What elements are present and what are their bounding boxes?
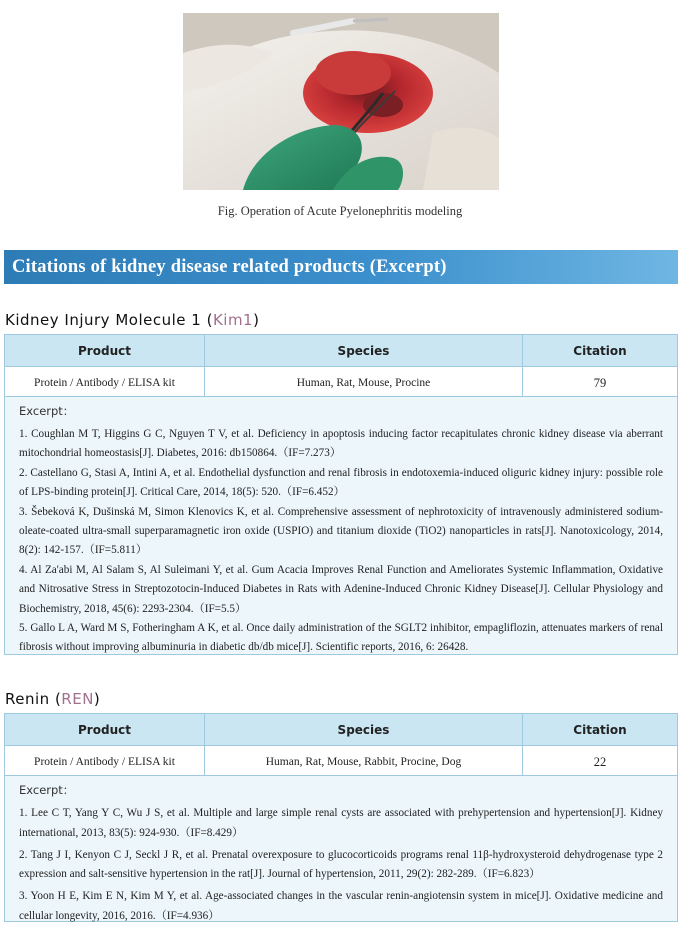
section-abbr: REN (61, 690, 94, 708)
figure-caption: Fig. Operation of Acute Pyelonephritis modeling (217, 204, 463, 218)
reference-item: 1. Lee C T, Yang Y C, Wu J S, et al. Multiple and large simple renal cysts are associated with prehypertension and hypertension[J]. Kidney international, 2013, 83(5): 924-930.（IF=8.429） (19, 807, 663, 839)
column-header-product: Product (5, 335, 205, 367)
product-cell: Protein / Antibody / ELISA kit (5, 367, 205, 400)
reference-item: 2. Castellano G, Stasi A, Intini A, et al. Endothelial dysfunction and renal fibrosis in endotoxemia-induced oliguric kidney injury: possible role of LPS-binding protein[J]. Critical Care, 2014, 18(5): 520.（IF=6.452） (19, 466, 663, 499)
citation-cell: 22 (593, 754, 607, 769)
product-cell: Protein / Antibody / ELISA kit (5, 746, 205, 779)
reference-item: 4. Al Za'abi M, Al Salam S, Al Suleimani Y, et al. Gum Acacia Improves Renal Function and Ameliorates Systemic Inflammation, Oxidative and Nitrosative Stress in Streptozotocin-Induced Diabetes in Rats with Adenine-Induced Chronic Kidney Disease[J]. Cellular Physiology and Biochemistry, 2018, 45(6): 2293-2304.（IF=5.5） (19, 563, 663, 615)
column-header-product: Product (5, 714, 205, 746)
reference-item: 2. Tang J I, Kenyon C J, Seckl J R, et al. Prenatal overexposure to glucocorticoids programs renal 11β-hydroxysteroid dehydrogenase type 2 expression and salt-sensitive hypertension in the rat[J]. Journal of hypertension, 2011, 29(2): 282-289.（IF=6.823） (19, 848, 663, 881)
citations-banner: Citations of kidney disease related products (Excerpt) (4, 250, 678, 284)
figure-photo (183, 13, 499, 190)
column-header-citation: Citation (523, 335, 678, 367)
surgery-photo-illustration (183, 13, 499, 190)
column-header-citation: Citation (523, 714, 678, 746)
table-header-row (5, 714, 677, 746)
reference-item: 3. Yoon H E, Kim E N, Kim M Y, et al. Age-associated changes in the vascular renin-angiotensin system in mice[J]. Oxidative medicine and cellular longevity, 2016, 2016.（IF=4.936） (19, 890, 663, 922)
species-cell: Human, Rat, Mouse, Procine (205, 367, 523, 400)
reference-item: 5. Gallo L A, Ward M S, Fotheringham A K, et al. Once daily administration of the SGLT2 inhibitor, empagliflozin, attenuates markers of renal fibrosis without improving albuminuria in diabetic db/db mice[J]. Scientific reports, 2016, 6: 26428. (19, 622, 663, 654)
excerpt-label: Excerpt： (19, 783, 75, 797)
citation-cell: 79 (593, 375, 607, 390)
section-abbr: Kim1 (212, 311, 254, 329)
section-name: Kidney Injury Molecule 1 (5, 311, 202, 329)
column-header-species: Species (205, 714, 523, 746)
table-row (5, 746, 677, 779)
column-header-species: Species (205, 335, 523, 367)
species-cell: Human, Rat, Mouse, Rabbit, Procine, Dog (205, 746, 523, 779)
excerpt-label: Excerpt： (19, 404, 75, 418)
table-row (5, 367, 677, 400)
citation-table-renin (4, 713, 678, 922)
citation-table-kim1 (4, 334, 678, 655)
section-title-renin: Renin (REN) (5, 690, 101, 708)
reference-item: 1. Coughlan M T, Higgins G C, Nguyen T V, et al. Deficiency in apoptosis inducing factor recapitulates chronic kidney disease via aberrant mitochondrial homeostasis[J]. Diabetes, 2016: db150864.（IF=7.273） (19, 428, 663, 460)
reference-item: 3. Šebeková K, Dušinská M, Simon Klenovics K, et al. Comprehensive assessment of nephrotoxicity of intravenously administered sodium-oleate-coated ultra-small superparamagnetic iron oxide (USPIO) and titanium dioxide (TiO2) nanoparticles in rats[J]. Nanotoxicology, 2014, 8(2): 142-157.（IF=5.811） (19, 505, 663, 557)
section-title-kim1: Kidney Injury Molecule 1 (Kim1) (5, 311, 260, 329)
table-header-row (5, 335, 677, 367)
excerpt-block (5, 775, 677, 921)
excerpt-block (5, 396, 677, 654)
section-name: Renin (5, 690, 50, 708)
